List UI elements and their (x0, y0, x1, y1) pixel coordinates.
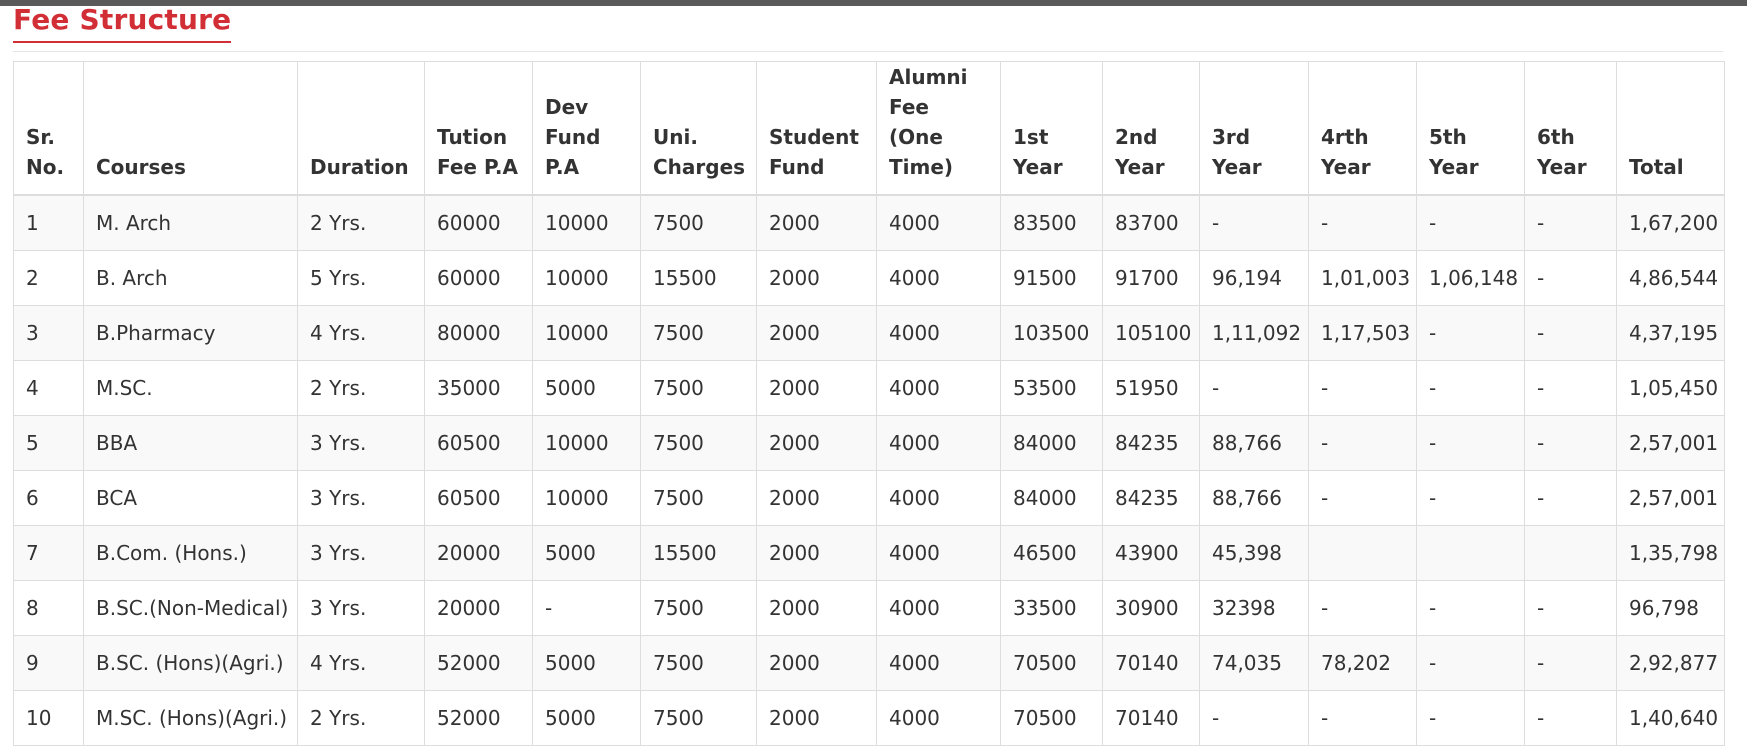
cell-year-4: - (1309, 690, 1417, 745)
cell-year-3: 74,035 (1200, 635, 1309, 690)
page-title: Fee Structure (13, 4, 231, 43)
cell-uni-charges: 7500 (641, 305, 757, 360)
cell-tuition-fee: 60500 (425, 470, 533, 525)
cell-duration: 2 Yrs. (298, 195, 425, 250)
cell-course: M. Arch (84, 195, 298, 250)
cell-sr-no: 4 (14, 360, 84, 415)
table-row (14, 250, 1725, 305)
cell-year-5: - (1417, 305, 1525, 360)
cell-year-4: - (1309, 360, 1417, 415)
cell-sr-no: 6 (14, 470, 84, 525)
cell-tuition-fee: 52000 (425, 690, 533, 745)
cell-year-4: - (1309, 470, 1417, 525)
cell-year-1: 103500 (1001, 305, 1103, 360)
cell-uni-charges: 15500 (641, 250, 757, 305)
cell-dev-fund: 10000 (533, 415, 641, 470)
cell-total: 1,40,640 (1617, 690, 1725, 745)
header-dev-fund: Dev Fund P.A (533, 62, 641, 196)
cell-year-2: 70140 (1103, 690, 1200, 745)
cell-year-1: 70500 (1001, 635, 1103, 690)
cell-year-3: 45,398 (1200, 525, 1309, 580)
cell-year-2: 105100 (1103, 305, 1200, 360)
cell-duration: 5 Yrs. (298, 250, 425, 305)
cell-total: 4,37,195 (1617, 305, 1725, 360)
cell-year-3: - (1200, 195, 1309, 250)
cell-sr-no: 1 (14, 195, 84, 250)
cell-year-5: - (1417, 360, 1525, 415)
cell-dev-fund: 5000 (533, 690, 641, 745)
cell-tuition-fee: 52000 (425, 635, 533, 690)
header-courses: Courses (84, 62, 298, 196)
cell-year-6: - (1525, 470, 1617, 525)
header-row (14, 62, 1725, 196)
cell-student-fund: 2000 (757, 360, 877, 415)
header-year-6: 6th Year (1525, 62, 1617, 196)
cell-student-fund: 2000 (757, 415, 877, 470)
cell-year-5: - (1417, 195, 1525, 250)
cell-duration: 4 Yrs. (298, 305, 425, 360)
table-row (14, 305, 1725, 360)
cell-course: BCA (84, 470, 298, 525)
cell-year-6: - (1525, 580, 1617, 635)
cell-year-4: 78,202 (1309, 635, 1417, 690)
cell-year-3: - (1200, 690, 1309, 745)
header-year-3: 3rd Year (1200, 62, 1309, 196)
cell-year-2: 51950 (1103, 360, 1200, 415)
cell-year-1: 84000 (1001, 415, 1103, 470)
cell-student-fund: 2000 (757, 690, 877, 745)
cell-year-6: - (1525, 195, 1617, 250)
cell-year-3: 1,11,092 (1200, 305, 1309, 360)
cell-year-6: - (1525, 415, 1617, 470)
cell-total: 2,57,001 (1617, 415, 1725, 470)
cell-total: 2,92,877 (1617, 635, 1725, 690)
cell-year-3: 32398 (1200, 580, 1309, 635)
cell-duration: 4 Yrs. (298, 635, 425, 690)
cell-year-2: 91700 (1103, 250, 1200, 305)
cell-year-6: - (1525, 635, 1617, 690)
cell-year-3: - (1200, 360, 1309, 415)
cell-total: 2,57,001 (1617, 470, 1725, 525)
cell-year-1: 33500 (1001, 580, 1103, 635)
cell-duration: 3 Yrs. (298, 470, 425, 525)
cell-year-5: - (1417, 580, 1525, 635)
cell-alumni-fee: 4000 (877, 250, 1001, 305)
table-row (14, 195, 1725, 250)
cell-dev-fund: 5000 (533, 635, 641, 690)
header-student-fund: Student Fund (757, 62, 877, 196)
cell-year-6: - (1525, 305, 1617, 360)
cell-total: 96,798 (1617, 580, 1725, 635)
cell-year-4: - (1309, 195, 1417, 250)
cell-alumni-fee: 4000 (877, 525, 1001, 580)
cell-year-4: 1,01,003 (1309, 250, 1417, 305)
table-body (14, 195, 1725, 745)
cell-year-1: 83500 (1001, 195, 1103, 250)
cell-year-3: 88,766 (1200, 415, 1309, 470)
cell-uni-charges: 7500 (641, 580, 757, 635)
cell-tuition-fee: 80000 (425, 305, 533, 360)
cell-course: B.Pharmacy (84, 305, 298, 360)
cell-sr-no: 7 (14, 525, 84, 580)
cell-student-fund: 2000 (757, 470, 877, 525)
cell-alumni-fee: 4000 (877, 690, 1001, 745)
cell-student-fund: 2000 (757, 250, 877, 305)
cell-course: B.SC.(Non-Medical) (84, 580, 298, 635)
cell-uni-charges: 15500 (641, 525, 757, 580)
cell-sr-no: 10 (14, 690, 84, 745)
cell-student-fund: 2000 (757, 305, 877, 360)
page-title-section (13, 4, 1723, 52)
table-row (14, 690, 1725, 745)
cell-year-2: 84235 (1103, 415, 1200, 470)
cell-year-2: 70140 (1103, 635, 1200, 690)
cell-year-5 (1417, 525, 1525, 580)
cell-alumni-fee: 4000 (877, 415, 1001, 470)
cell-year-2: 84235 (1103, 470, 1200, 525)
cell-alumni-fee: 4000 (877, 635, 1001, 690)
table-row (14, 635, 1725, 690)
cell-year-5: - (1417, 690, 1525, 745)
cell-dev-fund: 5000 (533, 525, 641, 580)
cell-year-3: 88,766 (1200, 470, 1309, 525)
cell-tuition-fee: 60500 (425, 415, 533, 470)
table-row (14, 360, 1725, 415)
cell-total: 1,67,200 (1617, 195, 1725, 250)
cell-year-2: 43900 (1103, 525, 1200, 580)
cell-total: 4,86,544 (1617, 250, 1725, 305)
cell-sr-no: 2 (14, 250, 84, 305)
cell-year-1: 84000 (1001, 470, 1103, 525)
cell-year-6: - (1525, 250, 1617, 305)
cell-year-1: 46500 (1001, 525, 1103, 580)
cell-alumni-fee: 4000 (877, 195, 1001, 250)
cell-course: M.SC. (Hons)(Agri.) (84, 690, 298, 745)
cell-total: 1,35,798 (1617, 525, 1725, 580)
cell-tuition-fee: 60000 (425, 250, 533, 305)
cell-year-6: - (1525, 690, 1617, 745)
header-sr-no: Sr. No. (14, 62, 84, 196)
cell-dev-fund: 10000 (533, 470, 641, 525)
cell-alumni-fee: 4000 (877, 305, 1001, 360)
cell-sr-no: 5 (14, 415, 84, 470)
cell-year-5: 1,06,148 (1417, 250, 1525, 305)
header-year-2: 2nd Year (1103, 62, 1200, 196)
cell-uni-charges: 7500 (641, 415, 757, 470)
cell-year-6: - (1525, 360, 1617, 415)
cell-duration: 3 Yrs. (298, 580, 425, 635)
cell-alumni-fee: 4000 (877, 580, 1001, 635)
cell-course: M.SC. (84, 360, 298, 415)
cell-course: B.SC. (Hons)(Agri.) (84, 635, 298, 690)
cell-year-2: 83700 (1103, 195, 1200, 250)
cell-year-4: 1,17,503 (1309, 305, 1417, 360)
cell-dev-fund: 5000 (533, 360, 641, 415)
cell-tuition-fee: 60000 (425, 195, 533, 250)
cell-course: BBA (84, 415, 298, 470)
cell-tuition-fee: 20000 (425, 525, 533, 580)
cell-uni-charges: 7500 (641, 360, 757, 415)
table-header (14, 62, 1725, 196)
table-row (14, 525, 1725, 580)
cell-year-3: 96,194 (1200, 250, 1309, 305)
cell-course: B. Arch (84, 250, 298, 305)
cell-year-5: - (1417, 415, 1525, 470)
cell-dev-fund: - (533, 580, 641, 635)
cell-total: 1,05,450 (1617, 360, 1725, 415)
cell-year-5: - (1417, 635, 1525, 690)
cell-year-5: - (1417, 470, 1525, 525)
cell-uni-charges: 7500 (641, 635, 757, 690)
cell-course: B.Com. (Hons.) (84, 525, 298, 580)
cell-alumni-fee: 4000 (877, 360, 1001, 415)
cell-dev-fund: 10000 (533, 250, 641, 305)
cell-tuition-fee: 20000 (425, 580, 533, 635)
cell-year-4 (1309, 525, 1417, 580)
cell-student-fund: 2000 (757, 525, 877, 580)
cell-year-4: - (1309, 580, 1417, 635)
cell-student-fund: 2000 (757, 580, 877, 635)
cell-sr-no: 9 (14, 635, 84, 690)
table-row (14, 580, 1725, 635)
cell-year-2: 30900 (1103, 580, 1200, 635)
cell-duration: 3 Yrs. (298, 525, 425, 580)
cell-dev-fund: 10000 (533, 305, 641, 360)
cell-duration: 3 Yrs. (298, 415, 425, 470)
cell-uni-charges: 7500 (641, 690, 757, 745)
fee-structure-table (13, 61, 1725, 746)
cell-sr-no: 3 (14, 305, 84, 360)
header-tuition-fee: Tution Fee P.A (425, 62, 533, 196)
cell-year-6 (1525, 525, 1617, 580)
header-duration: Duration (298, 62, 425, 196)
cell-duration: 2 Yrs. (298, 690, 425, 745)
cell-dev-fund: 10000 (533, 195, 641, 250)
cell-year-1: 53500 (1001, 360, 1103, 415)
header-uni-charges: Uni. Charges (641, 62, 757, 196)
cell-sr-no: 8 (14, 580, 84, 635)
cell-duration: 2 Yrs. (298, 360, 425, 415)
cell-student-fund: 2000 (757, 635, 877, 690)
cell-uni-charges: 7500 (641, 470, 757, 525)
header-total: Total (1617, 62, 1725, 196)
header-year-4: 4rth Year (1309, 62, 1417, 196)
header-year-1: 1st Year (1001, 62, 1103, 196)
cell-year-4: - (1309, 415, 1417, 470)
cell-uni-charges: 7500 (641, 195, 757, 250)
cell-student-fund: 2000 (757, 195, 877, 250)
cell-tuition-fee: 35000 (425, 360, 533, 415)
cell-year-1: 70500 (1001, 690, 1103, 745)
fee-table-container (13, 61, 1724, 746)
cell-year-1: 91500 (1001, 250, 1103, 305)
header-alumni-fee: Alumni Fee (One Time) (877, 62, 1001, 196)
table-row (14, 415, 1725, 470)
cell-alumni-fee: 4000 (877, 470, 1001, 525)
header-year-5: 5th Year (1417, 62, 1525, 196)
table-row (14, 470, 1725, 525)
